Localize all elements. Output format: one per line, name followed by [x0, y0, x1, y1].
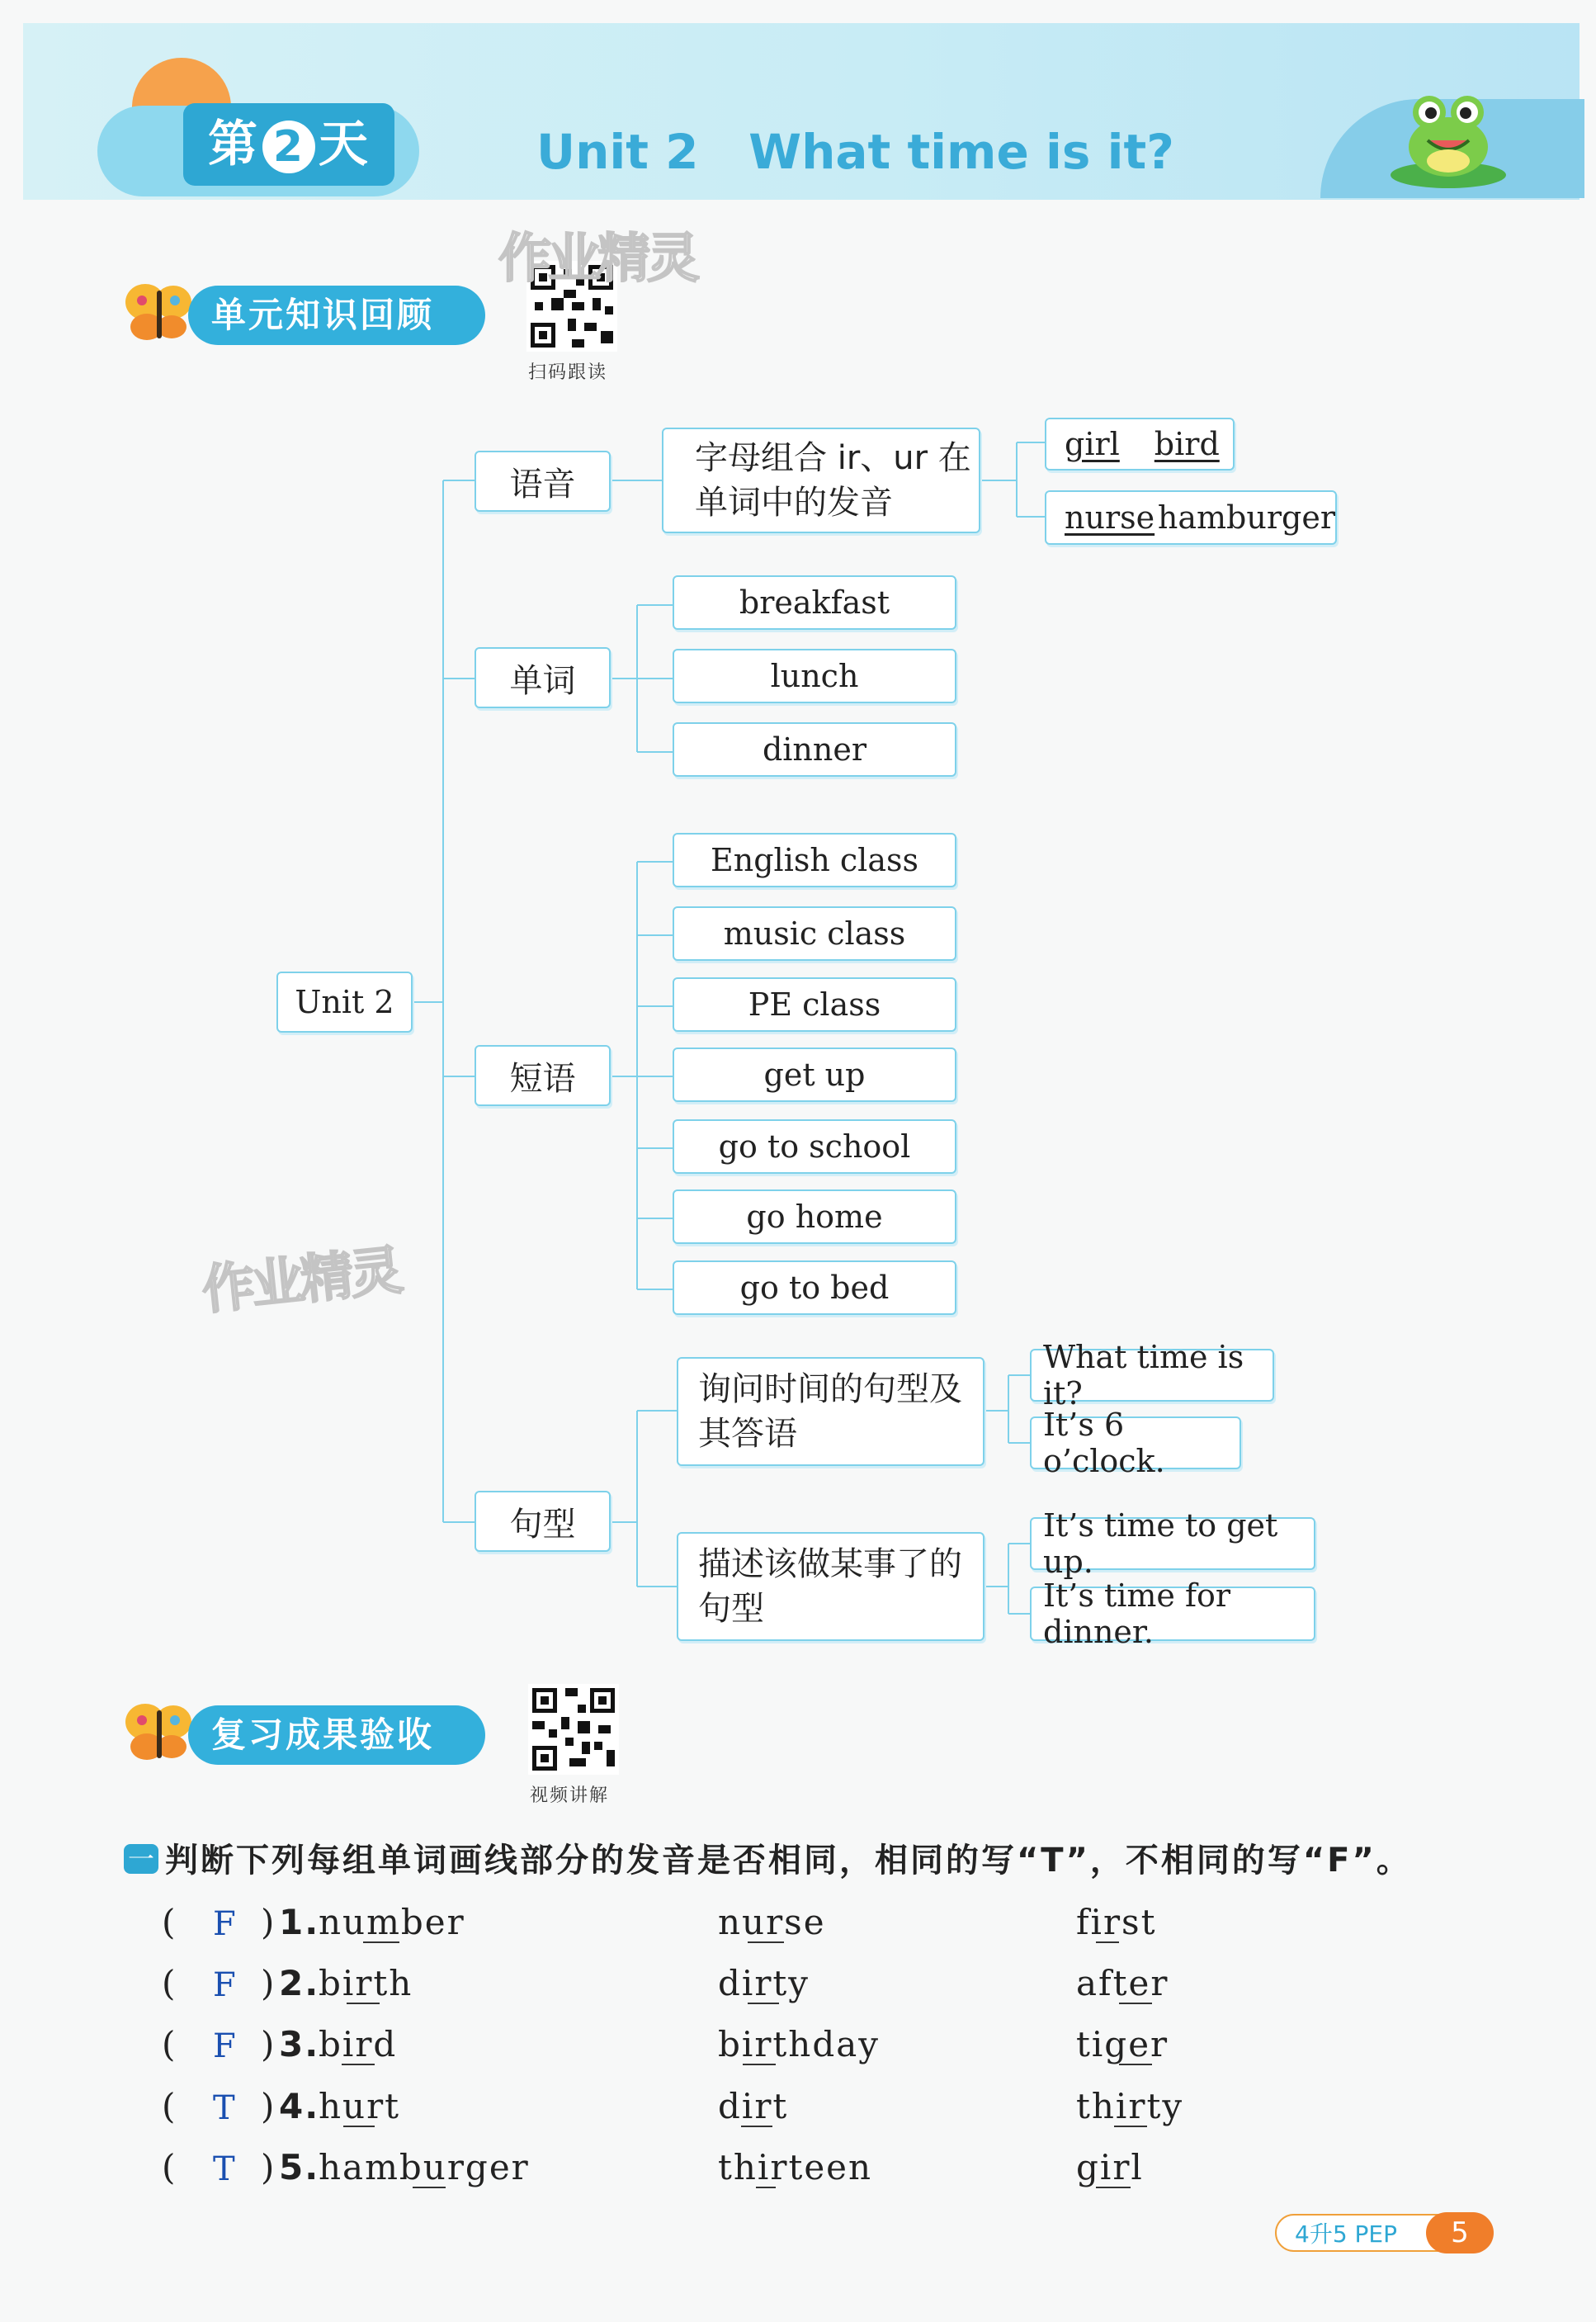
word-item: breakfast	[673, 575, 956, 630]
word-3: after	[1076, 1963, 1169, 2003]
example-bird: bird	[1154, 426, 1220, 462]
node-words: 单词	[475, 647, 611, 708]
paren-close: )	[261, 2147, 276, 2187]
day-number: 2	[262, 121, 315, 173]
phrase-item: go to school	[673, 1119, 956, 1174]
question-number: 5.	[279, 2147, 320, 2187]
sentence-dinner: It’s time for dinner.	[1030, 1587, 1315, 1641]
paren-open: (	[162, 1963, 177, 2003]
word-2: nurse	[718, 1902, 826, 1942]
section-review-title: 单元知识回顾	[188, 286, 485, 345]
phrase-item: get up	[673, 1048, 956, 1102]
answer-blank[interactable]: F	[213, 1905, 238, 1943]
day-label-post: 天	[319, 116, 370, 173]
page-number: 5	[1426, 2212, 1494, 2253]
question-number: 1.	[279, 1902, 320, 1942]
word-item: dinner	[673, 722, 956, 777]
qr-caption-follow-read: 扫码跟读	[528, 362, 608, 383]
node-sentences: 句型	[475, 1491, 611, 1552]
time-to-do-line2: 句型	[698, 1590, 764, 1628]
word-2: dirt	[718, 2086, 789, 2126]
paren-close: )	[261, 2024, 276, 2064]
mindmap-root-unit2: Unit 2	[276, 972, 413, 1033]
section-check-title: 复习成果验收	[188, 1705, 485, 1765]
exercise-number-mark: 一	[124, 1844, 158, 1874]
paren-open: (	[162, 1902, 177, 1942]
example-nurse: nurse	[1065, 499, 1155, 536]
watermark: 作业精灵	[498, 229, 696, 290]
sentence-get-up: It’s time to get up.	[1030, 1517, 1315, 1570]
paren-close: )	[261, 1963, 276, 2003]
sentence-what-time: What time is it?	[1030, 1349, 1274, 1402]
paren-open: (	[162, 2024, 177, 2064]
answer-blank[interactable]: F	[213, 1966, 238, 2004]
phrase-item: English class	[673, 833, 956, 887]
pronunciation-desc-line1: 字母组合 ir、ur 在	[695, 439, 971, 477]
ask-time-line1: 询问时间的句型及	[698, 1370, 962, 1408]
node-phrases: 短语	[475, 1045, 611, 1106]
phrase-item: music class	[673, 906, 956, 961]
question-number: 2.	[279, 1963, 320, 2003]
word-1: bird	[319, 2024, 398, 2064]
time-to-do-line1: 描述该做某事了的	[698, 1545, 962, 1583]
phrase-item: PE class	[673, 977, 956, 1032]
example-hamburger: hamburger	[1157, 499, 1335, 536]
word-3: girl	[1076, 2147, 1144, 2187]
example-girl: girl	[1065, 426, 1120, 462]
word-1: hurt	[319, 2086, 401, 2126]
answer-blank[interactable]: T	[213, 2150, 237, 2188]
watermark: 作业精灵	[199, 1240, 403, 1322]
grade-tag: 4升5 PEP	[1275, 2214, 1493, 2252]
word-3: tiger	[1076, 2024, 1169, 2064]
answer-blank[interactable]: T	[213, 2089, 237, 2127]
paren-open: (	[162, 2147, 177, 2187]
day-label-pre: 第	[208, 116, 259, 173]
question-number: 4.	[279, 2086, 320, 2126]
pronunciation-desc-line2: 单词中的发音	[695, 484, 893, 522]
word-2: thirteen	[718, 2147, 873, 2187]
word-2: dirty	[718, 1963, 810, 2003]
phrase-item: go to bed	[673, 1260, 956, 1315]
exercise-instruction-text: 判断下列每组单词画线部分的发音是否相同，相同的写“T”，不相同的写“F”。	[165, 1842, 1412, 1880]
sentence-six-oclock: It’s 6 o’clock.	[1030, 1416, 1241, 1469]
paren-open: (	[162, 2086, 177, 2126]
word-1: birth	[319, 1963, 413, 2003]
paren-close: )	[261, 1902, 276, 1942]
ask-time-line2: 其答语	[698, 1415, 797, 1453]
word-1: hamburger	[319, 2147, 530, 2187]
word-2: birthday	[718, 2024, 880, 2064]
question-number: 3.	[279, 2024, 320, 2064]
paren-close: )	[261, 2086, 276, 2126]
word-3: thirty	[1076, 2086, 1184, 2126]
word-item: lunch	[673, 649, 956, 703]
word-1: number	[319, 1902, 465, 1942]
word-3: first	[1076, 1902, 1157, 1942]
node-pronunciation: 语音	[475, 451, 611, 512]
unit-title: Unit 2 What time is it?	[536, 124, 1174, 180]
phrase-item: go home	[673, 1189, 956, 1244]
answer-blank[interactable]: F	[213, 2027, 238, 2065]
qr-caption-video: 视频讲解	[530, 1785, 610, 1806]
